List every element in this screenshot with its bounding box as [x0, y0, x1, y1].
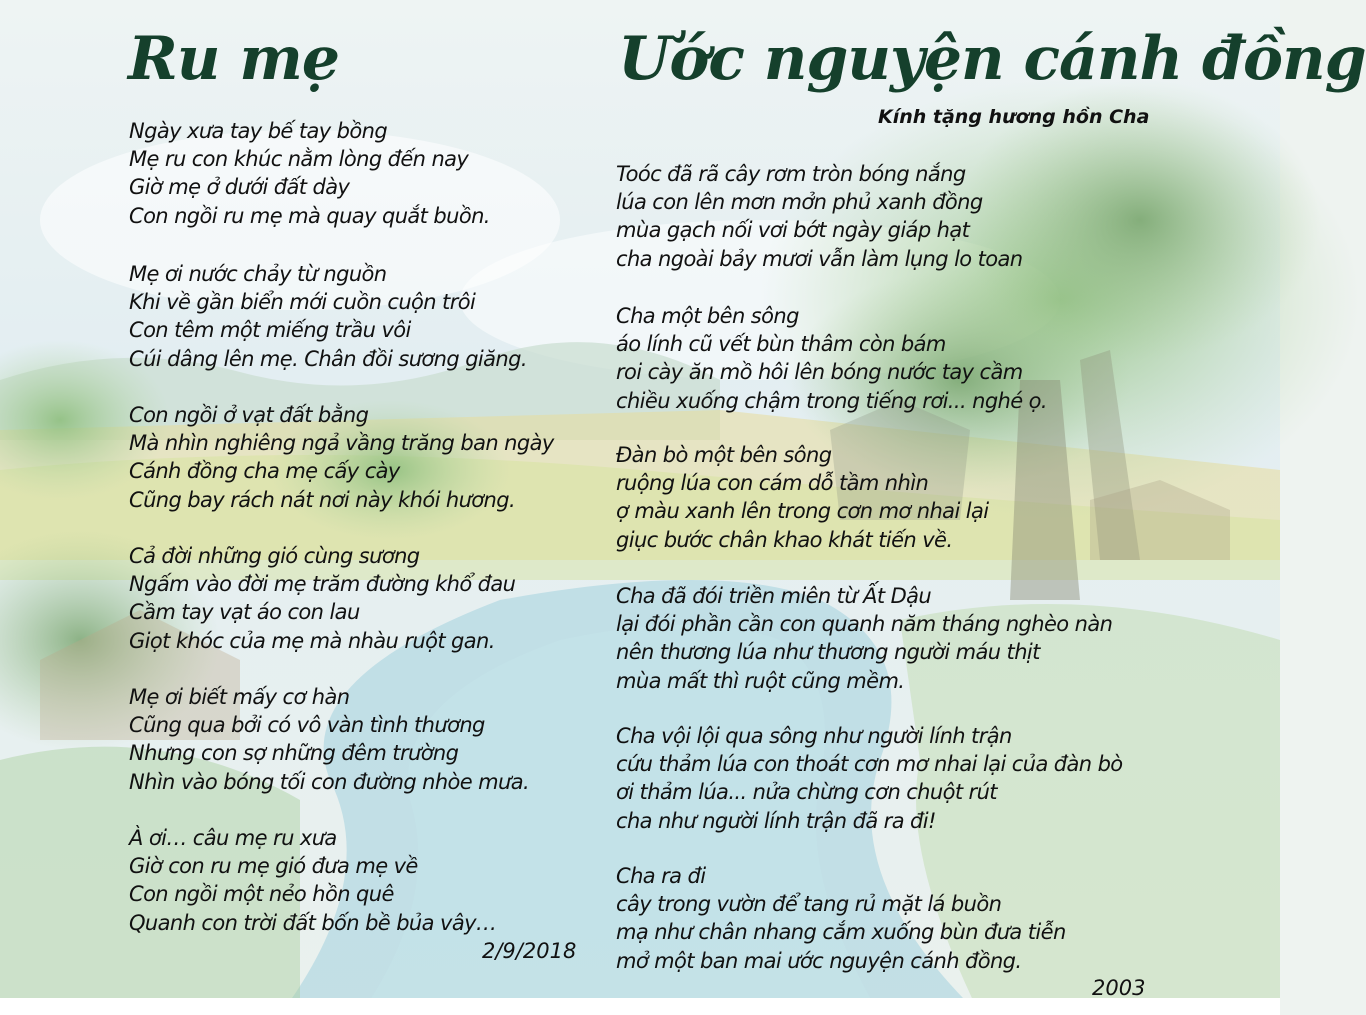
verse-line: Khi về gần biển mới cuồn cuộn trôi: [129, 290, 476, 315]
verse-line: cây trong vườn để tang rủ mặt lá buồn: [616, 892, 1002, 917]
stanza-right-3: [616, 441, 989, 554]
verse-line: cha ngoài bảy mươi vẫn làm lụng lo toan: [616, 246, 1023, 271]
poem-title-uoc-nguyen-canh-dong: Ước nguyện cánh đồng: [618, 24, 1366, 94]
verse-line: cha như người lính trận đã ra đi!: [616, 808, 936, 833]
stanza-right-6: [616, 862, 1066, 975]
stanza-right-4: [616, 582, 1112, 695]
verse-line: giục bước chân khao khát tiến về.: [616, 527, 953, 552]
verse-line: Cha vội lội qua sông như người lính trận: [616, 724, 1012, 748]
stanza-left-5: [129, 683, 529, 796]
verse-line: lại đói phần cần con quanh năm tháng nghèo nàn: [616, 612, 1113, 637]
stanza-left-4: [129, 542, 515, 655]
verse-line: cứu thảm lúa con thoát cơn mơ nhai lại của đàn bò: [616, 752, 1123, 777]
verse-line: Đàn bò một bên sông: [616, 443, 832, 467]
stanza-right-2: [616, 302, 1047, 415]
verse-line: Ngày xưa tay bế tay bồng: [129, 119, 388, 143]
verse-line: ruộng lúa con cám dỗ tầm nhìn: [616, 471, 929, 496]
verse-line: À ơi… câu mẹ ru xưa: [129, 826, 337, 850]
poem-date-left: 2/9/2018: [482, 939, 577, 963]
verse-line: Cha ra đi: [616, 864, 706, 888]
verse-line: Nhưng con sợ những đêm trường: [129, 741, 459, 766]
stanza-left-1: [129, 117, 490, 230]
verse-line: mạ như chân nhang cắm xuống bùn đưa tiễn: [616, 920, 1066, 945]
verse-line: Giờ mẹ ở dưới đất dày: [129, 175, 350, 200]
verse-line: ơi thảm lúa... nửa chừng cơn chuột rút: [616, 780, 997, 805]
verse-line: Cha một bên sông: [616, 304, 799, 328]
verse-line: Cúi dâng lên mẹ. Chân đồi sương giăng.: [129, 346, 527, 371]
verse-line: mùa mất thì ruột cũng mềm.: [616, 668, 905, 693]
verse-line: Mẹ ru con khúc nằm lòng đến nay: [129, 147, 469, 172]
verse-line: Giọt khóc của mẹ mà nhàu ruột gan.: [129, 628, 495, 653]
verse-line: Cũng qua bởi có vô vàn tình thương: [129, 713, 485, 738]
verse-line: Mẹ ơi biết mấy cơ hàn: [129, 685, 350, 709]
verse-line: áo lính cũ vết bùn thâm còn bám: [616, 332, 946, 357]
verse-line: nên thương lúa như thương người máu thịt: [616, 640, 1040, 665]
verse-line: Con ngồi một nẻo hồn quê: [129, 882, 394, 907]
verse-line: mở một ban mai ước nguyện cánh đồng.: [616, 948, 1022, 973]
verse-line: lúa con lên mơn mởn phủ xanh đồng: [616, 190, 983, 215]
verse-line: Mà nhìn nghiêng ngả vầng trăng ban ngày: [129, 431, 554, 456]
verse-line: Giờ con ru mẹ gió đưa mẹ về: [129, 854, 418, 879]
stanza-left-2: [129, 260, 527, 373]
verse-line: Mẹ ơi nước chảy từ nguồn: [129, 262, 387, 286]
poem-title-ru-me: Ru mẹ: [128, 24, 340, 94]
verse-line: Quanh con trời đất bốn bề bủa vây…: [129, 910, 497, 935]
verse-line: Cánh đồng cha mẹ cấy cày: [129, 459, 400, 484]
verse-line: Con têm một miếng trầu vôi: [129, 318, 411, 343]
verse-line: Cầm tay vạt áo con lau: [129, 600, 360, 625]
stanza-left-3: [129, 401, 554, 514]
verse-line: Con ngồi ru mẹ mà quay quắt buồn.: [129, 203, 490, 228]
poem-dedication: Kính tặng hương hồn Cha: [878, 106, 1150, 128]
verse-line: ợ màu xanh lên trong cơn mơ nhai lại: [616, 499, 989, 524]
verse-line: Cha đã đói triền miên từ Ất Dậu: [616, 584, 932, 608]
verse-line: Cũng bay rách nát nơi này khói hương.: [129, 487, 516, 512]
stanza-right-5: [616, 722, 1123, 835]
verse-line: Ngấm vào đời mẹ trăm đường khổ đau: [129, 572, 516, 597]
verse-line: Cả đời những gió cùng sương: [129, 544, 420, 568]
verse-line: roi cày ăn mồ hôi lên bóng nước tay cầm: [616, 360, 1023, 385]
verse-line: mùa gạch nối vơi bớt ngày giáp hạt: [616, 218, 970, 243]
verse-line: Con ngồi ở vạt đất bằng: [129, 403, 369, 427]
verse-line: Toóc đã rã cây rơm tròn bóng nắng: [616, 162, 966, 186]
verse-line: chiều xuống chậm trong tiếng rơi... nghé ọ.: [616, 388, 1047, 413]
poem-date-right: 2003: [1092, 976, 1146, 1000]
stanza-left-6: [129, 824, 496, 937]
verse-line: Nhìn vào bóng tối con đường nhòe mưa.: [129, 769, 530, 794]
stanza-right-1: [616, 160, 1023, 273]
